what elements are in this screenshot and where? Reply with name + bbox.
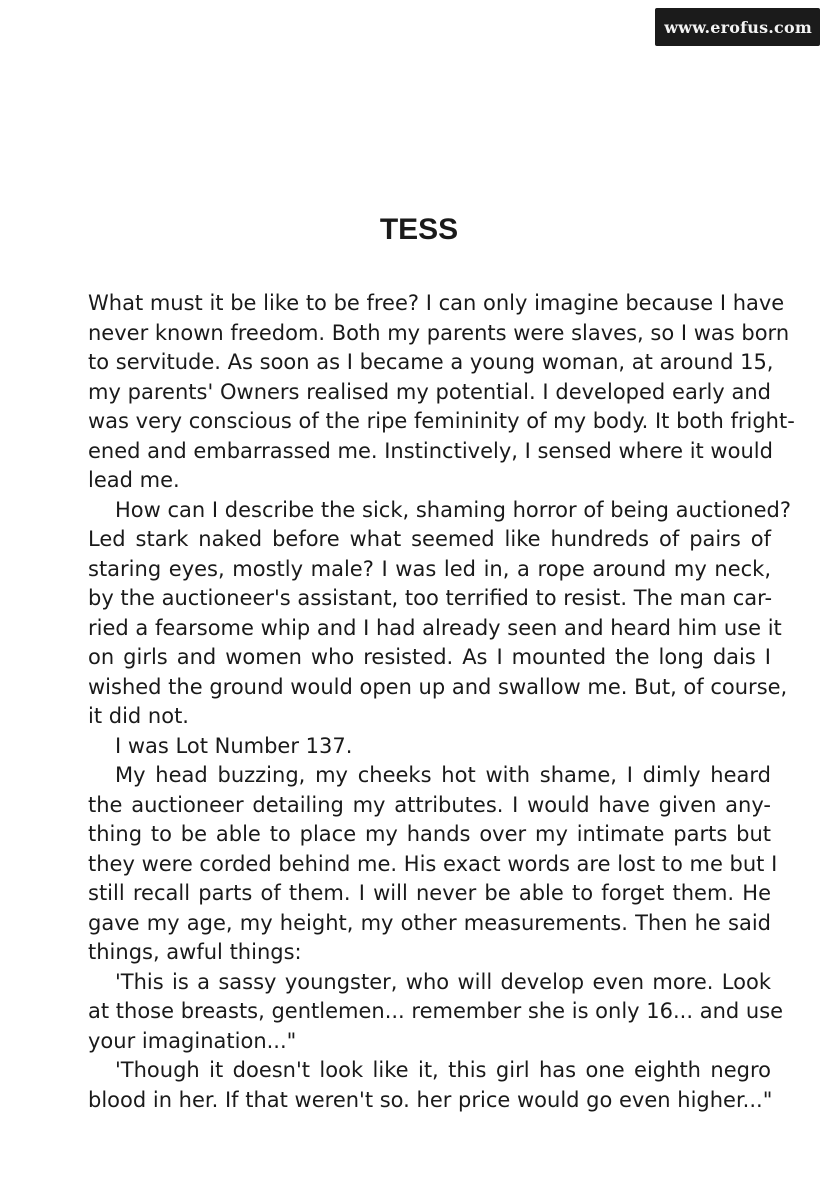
text-line: to servitude. As soon as I became a young woman, at around 15, — [88, 350, 774, 374]
text-line: on girls and women who resisted. As I mounted the long dais I — [88, 645, 771, 669]
text-line: the auctioneer detailing my attributes. I would have given any- — [88, 792, 771, 817]
text-line: 'Though it doesn't look like it, this girl has one eighth negro — [115, 1058, 771, 1082]
text-line: Led stark naked before what seemed like hundreds of pairs of — [88, 527, 771, 551]
chapter-title: TESS — [379, 213, 459, 246]
text-line: blood in her. If that weren't so. her price would go even higher..." — [88, 1087, 773, 1112]
text-line: How can I describe the sick, shaming horror of being auctioned? — [115, 497, 791, 522]
text-line: was very conscious of the ripe femininity of my body. It both fright- — [88, 409, 795, 433]
text-line: still recall parts of them. I will never be able to forget them. He — [88, 881, 771, 905]
text-line: thing to be able to place my hands over my intimate parts but — [88, 822, 771, 846]
text-line: staring eyes, mostly male? I was led in, a rope around my neck, — [88, 556, 771, 581]
text-line: it did not. — [88, 704, 189, 728]
site-watermark — [655, 8, 820, 46]
text-line: ened and embarrassed me. Instinctively, I sensed where it would — [88, 438, 773, 463]
text-line: ried a fearsome whip and I had already seen and heard him use it — [88, 615, 782, 640]
text-line: things, awful things: — [88, 940, 302, 964]
text-line: my parents' Owners realised my potential. I developed early and — [88, 379, 771, 404]
text-line: wished the ground would open up and swallow me. But, of course, — [88, 674, 788, 699]
text-line: at those breasts, gentlemen... remember she is only 16... and use — [88, 999, 784, 1023]
text-line: by the auctioneer's assistant, too terrified to resist. The man car- — [88, 586, 773, 610]
text-line: lead me. — [88, 468, 180, 492]
watermark-text: www.erofus.com — [664, 18, 812, 37]
text-line: they were corded behind me. His exact words are lost to me but I — [88, 851, 778, 876]
text-line: never known freedom. Both my parents were slaves, so I was born — [88, 320, 790, 345]
text-line: What must it be like to be free? I can only imagine because I have — [88, 291, 785, 315]
text-line: 'This is a sassy youngster, who will develop even more. Look — [115, 969, 771, 994]
text-line: My head buzzing, my cheeks hot with shame, I dimly heard — [115, 763, 771, 787]
text-line: gave my age, my height, my other measurements. Then he said — [88, 910, 771, 935]
text-line: your imagination..." — [88, 1028, 297, 1053]
text-line: I was Lot Number 137. — [115, 733, 353, 758]
